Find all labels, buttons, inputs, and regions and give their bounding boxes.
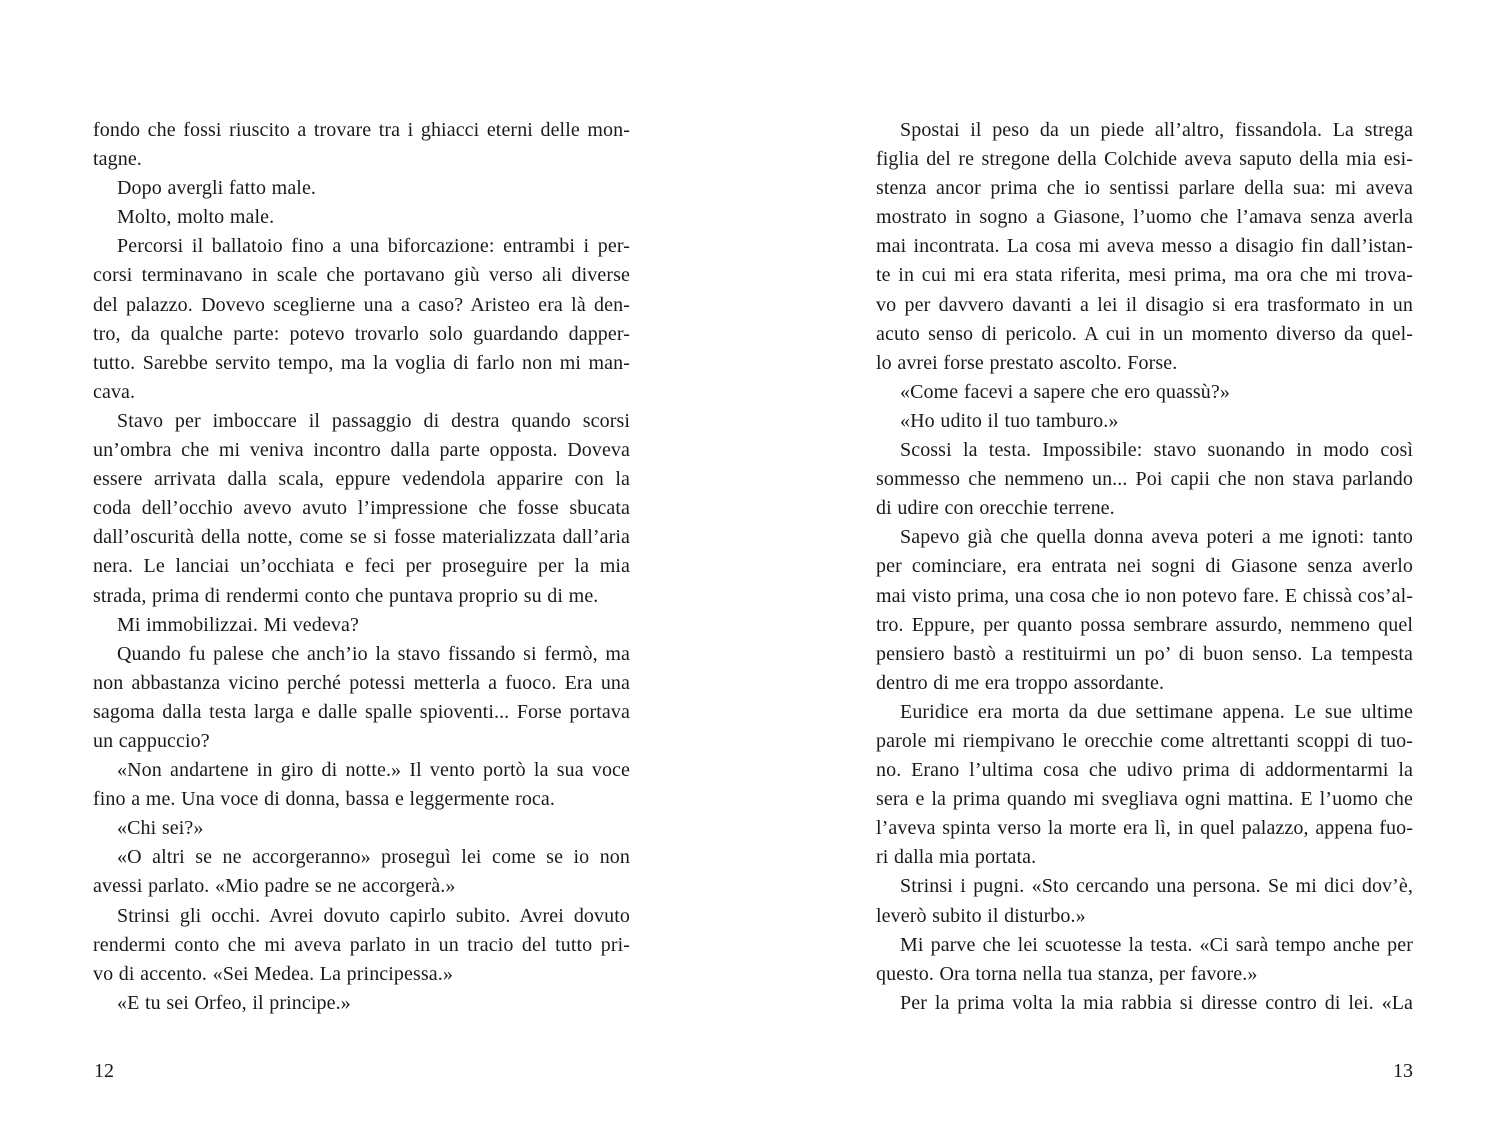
text-line: sera e la prima quando mi svegliava ogni mattina. E l’uomo che [876, 788, 1413, 811]
text-line: «Come facevi a sapere che ero quassù?» [900, 380, 1230, 403]
text-line: fino a me. Una voce di donna, bassa e leggermente roca. [93, 788, 555, 811]
text-line: figlia del re stregone della Colchide aveva saputo della mia esi- [876, 148, 1413, 171]
text-line: tutto. Sarebbe servito tempo, ma la voglia di farlo non mi man- [93, 351, 630, 374]
text-line: acuto senso di pericolo. A cui in un momento diverso da quel- [876, 322, 1413, 345]
page-left-text-block [93, 116, 630, 1018]
text-line: no. Erano l’ultima cosa che udivo prima di addormentarmi la [876, 759, 1413, 782]
text-line: Quando fu palese che anch’io la stavo fissando si fermò, ma [117, 642, 630, 665]
text-line: Dopo avergli fatto male. [117, 177, 317, 200]
text-line: questo. Ora torna nella tua stanza, per favore.» [876, 962, 1258, 985]
text-line: sommesso che nemmeno un... Poi capii che non stava parlando [876, 468, 1413, 491]
text-line: di udire con orecchie terrene. [876, 497, 1115, 520]
text-line: tro, da qualche parte: potevo trovarlo solo guardando dapper- [93, 322, 630, 345]
text-line: Spostai il peso da un piede all’altro, fissandola. La strega [900, 119, 1413, 141]
text-line: leverò subito il disturbo.» [876, 904, 1086, 927]
text-line: vo di accento. «Sei Medea. La principessa.» [93, 962, 453, 985]
text-line: «O altri se ne accorgeranno» proseguì lei come se io non [117, 846, 630, 869]
text-line: Mi parve che lei scuotesse la testa. «Ci sarà tempo anche per [900, 933, 1413, 956]
text-line: Percorsi il ballatoio fino a una biforcazione: entrambi i per- [117, 235, 630, 258]
text-line: Stavo per imboccare il passaggio di destra quando scorsi [117, 409, 630, 432]
text-line: tagne. [93, 148, 142, 171]
text-line: Scossi la testa. Impossibile: stavo suonando in modo così [900, 439, 1413, 462]
text-line: rendermi conto che mi aveva parlato in un tracio del tutto pri- [93, 933, 630, 956]
text-line: del palazzo. Dovevo sceglierne una a caso? Aristeo era là den- [93, 293, 630, 316]
text-line: mostrato in sogno a Giasone, l’uomo che l’amava senza averla [876, 206, 1413, 229]
text-line: essere arrivata dalla scala, eppure vedendola apparire con la [93, 468, 630, 491]
text-line: Strinsi gli occhi. Avrei dovuto capirlo subito. Avrei dovuto [117, 904, 630, 927]
text-line: sagoma dalla testa larga e dalle spalle spioventi... Forse portava [93, 700, 630, 723]
text-line: un cappuccio? [93, 729, 210, 752]
text-line: nera. Le lanciai un’occhiata e feci per proseguire per la mia [93, 555, 630, 578]
text-line: corsi terminavano in scale che portavano giù verso ali diverse [93, 264, 630, 287]
text-line: avessi parlato. «Mio padre se ne accorgerà.» [93, 875, 456, 898]
text-line: ri dalla mia portata. [876, 846, 1037, 869]
text-line: non abbastanza vicino perché potessi metterla a fuoco. Era una [93, 671, 630, 694]
text-line: Mi immobilizzai. Mi vedeva? [117, 613, 359, 636]
text-line: Molto, molto male. [117, 206, 275, 229]
text-line: strada, prima di rendermi conto che puntava proprio su di me. [93, 584, 599, 607]
text-line: «Chi sei?» [117, 817, 204, 840]
text-line: mai visto prima, una cosa che io non potevo fare. E chissà cos’al- [876, 584, 1413, 607]
text-line: Euridice era morta da due settimane appena. Le sue ultime [900, 700, 1413, 723]
text-line: dentro di me era troppo assordante. [876, 671, 1165, 694]
text-line: Strinsi i pugni. «Sto cercando una persona. Se mi dici dov’è, [900, 875, 1413, 898]
text-line: «Ho udito il tuo tamburo.» [900, 409, 1119, 432]
text-line: te in cui mi era stata riferita, mesi prima, ma ora che mi trova- [876, 264, 1413, 287]
text-line: per cominciare, era entrata nei sogni di Giasone senza averlo [876, 555, 1413, 578]
text-line: Per la prima volta la mia rabbia si diresse contro di lei. «La [900, 991, 1413, 1014]
text-line: pensiero bastò a restituirmi un po’ di buon senso. La tempesta [876, 642, 1413, 665]
text-line: parole mi riempivano le orecchie come altrettanti scoppi di tuo- [876, 729, 1413, 752]
text-line: «E tu sei Orfeo, il principe.» [117, 991, 351, 1014]
text-line: cava. [93, 380, 136, 403]
text-line: lo avrei forse prestato ascolto. Forse. [876, 351, 1178, 374]
page-number-right: 13 [1393, 1060, 1413, 1082]
text-line: coda dell’occhio avevo avuto l’impressione che fosse sbucata [93, 497, 630, 520]
text-line: dall’oscurità della notte, come se si fosse materializzata dall’aria [93, 526, 630, 549]
text-line: mai incontrata. La cosa mi aveva messo a disagio fin dall’istan- [876, 235, 1413, 258]
text-line: un’ombra che mi veniva incontro dalla parte opposta. Doveva [93, 439, 630, 462]
text-line: «Non andartene in giro di notte.» Il vento portò la sua voce [117, 759, 630, 782]
page-right-text-block [876, 116, 1413, 1018]
text-line: Sapevo già che quella donna aveva poteri a me ignoti: tanto [900, 526, 1413, 549]
text-line: stenza ancor prima che io sentissi parlare della sua: mi aveva [876, 177, 1413, 200]
text-line: vo per davvero davanti a lei il disagio si era trasformato in un [876, 293, 1413, 316]
text-line: l’aveva spinta verso la morte era lì, in quel palazzo, appena fuo- [876, 817, 1413, 840]
text-line: fondo che fossi riuscito a trovare tra i ghiacci eterni delle mon- [93, 119, 630, 141]
text-line: tro. Eppure, per quanto possa sembrare assurdo, nemmeno quel [876, 613, 1413, 636]
page-number-left: 12 [94, 1060, 114, 1082]
